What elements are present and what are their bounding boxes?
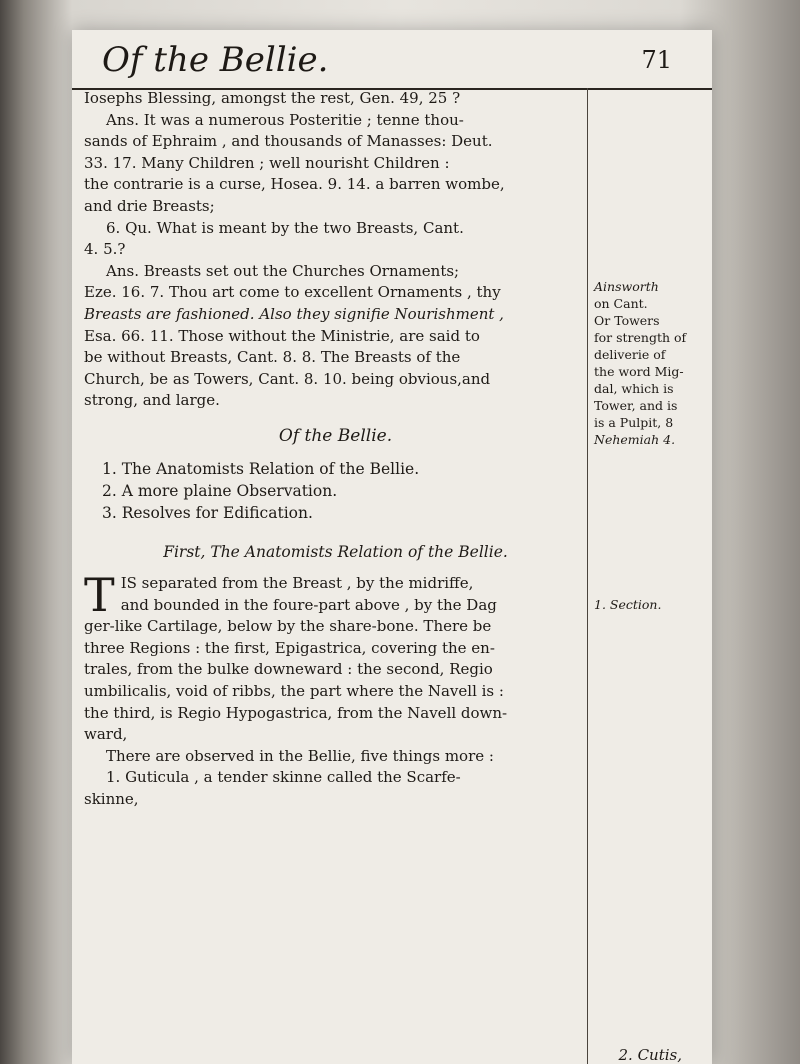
- margin-line: is a Pulpit, 8: [594, 415, 674, 430]
- text-line: Iosephs Blessing, amongst the rest, Gen. 49, 25 ?: [84, 89, 461, 107]
- outline-item: 3. Resolves for Edification.: [102, 503, 313, 522]
- margin-line: Ainsworth: [594, 279, 659, 294]
- text-line: the third, is Regio Hypogastrica, from the Navell down-: [84, 703, 508, 722]
- text-line: IS separated from the Breast , by the midriffe,: [120, 574, 474, 593]
- drop-capital: T: [84, 568, 115, 623]
- paragraph-bellie-regions: [84, 568, 587, 746]
- margin-line: for strength of: [594, 330, 687, 345]
- paragraph-five-things: [84, 746, 587, 811]
- text-line: Eze. 16. 7. Thou art come to excellent Ornaments , thy: [84, 283, 501, 302]
- main-text-column: [84, 88, 587, 1064]
- margin-line: dal, which is: [594, 381, 674, 396]
- text-line: and bounded in the foure-part above , by the Dag: [120, 595, 497, 614]
- text-line: Ans. Breasts set out the Churches Ornaments;: [106, 261, 460, 280]
- outline-list: [84, 458, 587, 524]
- outline-item: 2. A more plaine Observation.: [102, 481, 338, 500]
- paragraph-answer-ornaments: [84, 261, 587, 412]
- text-line: 4. 5.?: [84, 240, 126, 259]
- text-line: sands of Ephraim , and thousands of Manasses: Deut.: [84, 132, 493, 151]
- text-line: trales, from the bulke downeward : the second, Regio: [84, 660, 493, 679]
- text-line: Ans. It was a numerous Posteritie ; tenne thou-: [106, 110, 464, 129]
- margin-notes: [594, 88, 706, 1064]
- margin-note-section: 1. Section.: [594, 597, 662, 612]
- book-page: [72, 30, 712, 1064]
- margin-line: on Cant.: [594, 296, 648, 311]
- text-line: 6. Qu. What is meant by the two Breasts, Cant.: [106, 218, 464, 237]
- text-line: There are observed in the Bellie, five things more :: [106, 746, 494, 765]
- margin-rule: [587, 88, 588, 1064]
- text-line: Esa. 66. 11. Those without the Ministrie, are said to: [84, 326, 480, 345]
- running-head: Of the Bellie.: [102, 40, 329, 80]
- margin-line: the word Mig-: [594, 364, 684, 379]
- paragraph-josephs-blessing: [84, 88, 587, 218]
- subheading-of-the-bellie: Of the Bellie.: [278, 425, 393, 446]
- text-line: be without Breasts, Cant. 8. 8. The Breasts of the: [84, 348, 461, 367]
- paragraph-question-breasts: [84, 218, 587, 261]
- outline-item: 1. The Anatomists Relation of the Bellie.: [102, 459, 420, 478]
- text-line: Breasts are fashioned. Also they signifie Nourishment ,: [84, 304, 504, 323]
- text-line: and drie Breasts;: [84, 196, 215, 215]
- text-line: 33. 17. Many Children ; well nourisht Children :: [84, 153, 450, 172]
- text-line: umbilicalis, void of ribbs, the part where the Navell is :: [84, 682, 504, 701]
- section-title: First, The Anatomists Relation of the Bellie.: [163, 542, 508, 561]
- margin-line: deliverie of: [594, 347, 666, 362]
- text-line: the contrarie is a curse, Hosea. 9. 14. a barren wombe,: [84, 175, 505, 194]
- margin-line: Or Towers: [594, 313, 660, 328]
- catchword: 2. Cutis,: [618, 1046, 682, 1064]
- text-line: ger-like Cartilage, below by the share-bone. There be: [84, 617, 492, 636]
- text-line: strong, and large.: [84, 391, 220, 410]
- page-number: 71: [641, 46, 672, 74]
- margin-line: Tower, and is: [594, 398, 678, 413]
- text-line: 1. Guticula , a tender skinne called the Scarfe-: [106, 768, 461, 787]
- margin-note-ainsworth: [594, 278, 706, 448]
- text-line: three Regions : the first, Epigastrica, covering the en-: [84, 638, 495, 657]
- margin-line: Nehemiah 4.: [594, 432, 676, 447]
- text-line: skinne,: [84, 790, 139, 809]
- text-line: ward,: [84, 725, 128, 744]
- text-line: Church, be as Towers, Cant. 8. 10. being obvious,and: [84, 369, 491, 388]
